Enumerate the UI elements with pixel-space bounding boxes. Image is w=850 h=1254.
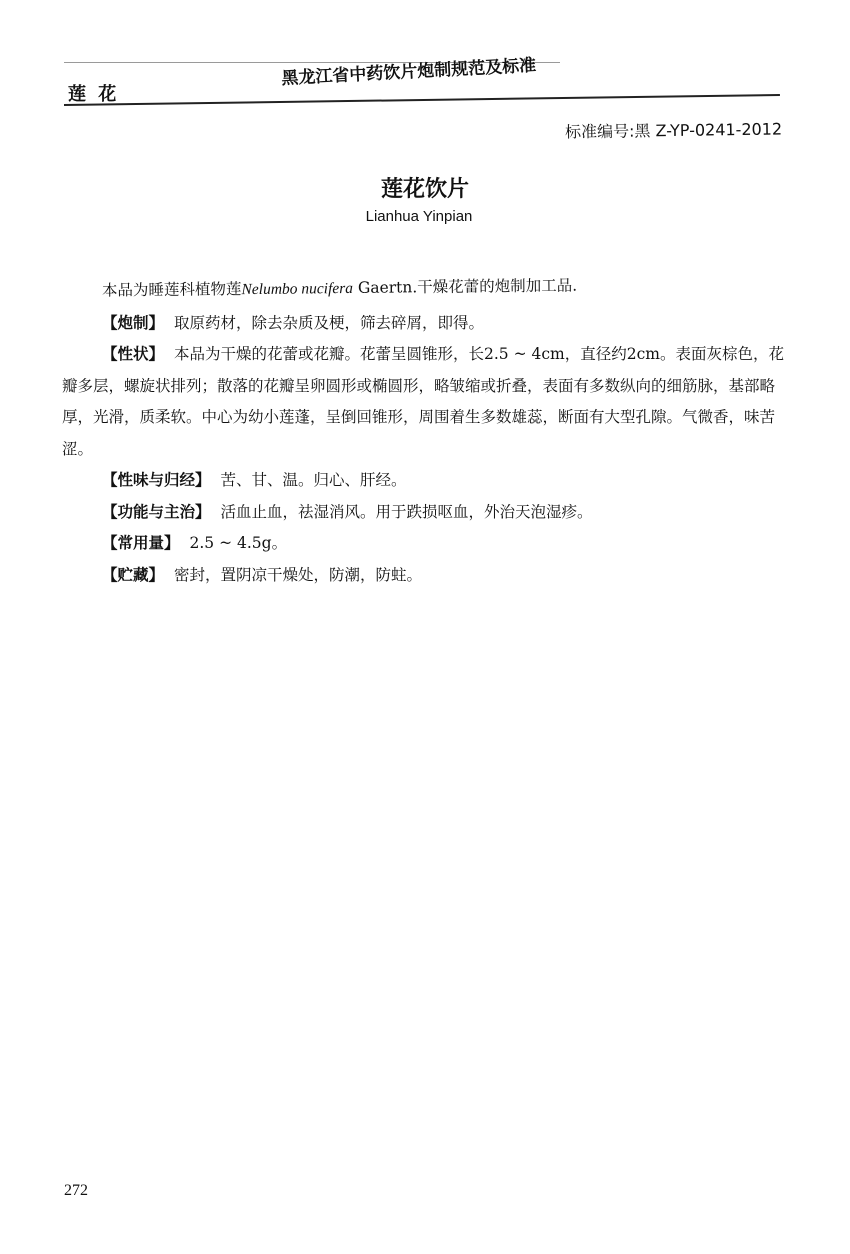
intro-paragraph — [62, 268, 792, 307]
page-subtitle: Lianhua Yinpian — [365, 208, 473, 225]
intro-text-before: 本品为睡莲科植物莲 — [101, 280, 242, 300]
section-text: 密封，置阴凉干燥处，防潮，防蛀。 — [174, 565, 423, 584]
section-tag: 【性状】 — [102, 345, 165, 363]
section-text: 2.5 ~ 4.5g。 — [189, 534, 288, 552]
section-tag: 【炮制】 — [102, 313, 165, 332]
section-processing — [62, 308, 792, 340]
section-storage — [62, 560, 792, 592]
section-dosage — [62, 528, 792, 560]
header-rule — [64, 94, 780, 106]
section-nature-meridian — [62, 465, 792, 497]
section-tag: 【功能与主治】 — [102, 502, 211, 521]
section-tag: 【贮藏】 — [102, 565, 165, 584]
section-text: 本品为干燥的花蕾或花瓣。花蕾呈圆锥形，长2.5 ~ 4cm，直径约2cm。表面灰棕色，花瓣多层，螺旋状排列；散落的花瓣呈卵圆形或椭圆形，略皱缩或折叠，表面有多数纵向的细筋脉，基部略厚，光滑，质柔软。中心为幼小莲蓬，呈倒回锥形，周围着生多数雄蕊，断面有大型孔隙。气微香，味苦涩。 — [62, 345, 784, 458]
intro-text-after: Gaertn.干燥花蕾的炮制加工品. — [352, 276, 578, 297]
section-text: 苦、甘、温。归心、肝经。 — [220, 471, 407, 489]
section-function-indication — [62, 497, 792, 529]
running-head-left: 莲 花 — [68, 84, 120, 105]
section-text: 活血止血，祛湿消风。用于跌损呕血，外治天泡湿疹。 — [220, 502, 593, 521]
section-text: 取原药材，除去杂质及梗，筛去碎屑，即得。 — [174, 313, 485, 332]
running-head-title: 黑龙江省中药饮片炮制规范及标准 — [280, 55, 537, 89]
standard-number: 标准编号:黑 Z-YP-0241-2012 — [564, 119, 783, 142]
page-number: 272 — [64, 1182, 88, 1199]
monograph-body — [62, 276, 792, 591]
section-tag: 【性味与归经】 — [102, 471, 211, 489]
latin-name: Nelumbo nucifera — [241, 279, 354, 299]
section-description — [62, 339, 792, 465]
page-title: 莲花饮片 — [380, 177, 469, 202]
section-tag: 【常用量】 — [102, 534, 180, 552]
